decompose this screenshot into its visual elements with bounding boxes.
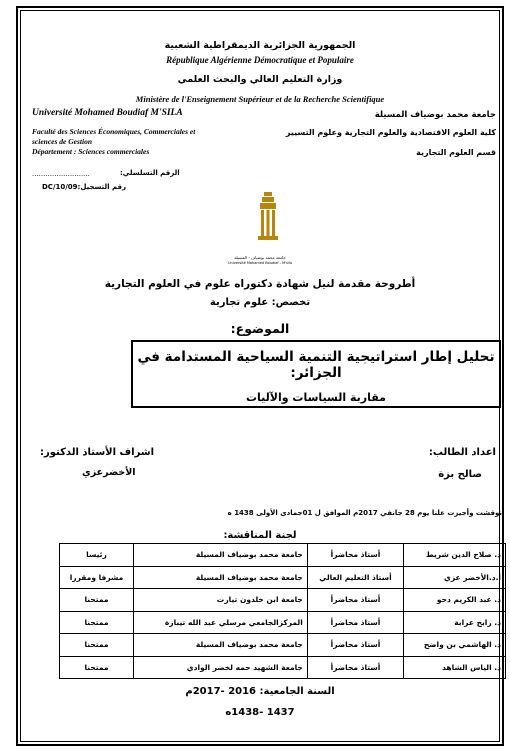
jury-rank: أستاذ التعليم العالي (307, 566, 403, 589)
jury-name: د. رابح عرابة (404, 611, 506, 634)
serial-dots: .......................... (32, 170, 90, 178)
jury-rank: أستاذ محاضرأ (307, 544, 403, 567)
table-row (60, 589, 506, 612)
table-row (60, 566, 506, 589)
academic-year-gregorian: السنة الجامعية: 2016 -2017م (185, 686, 335, 697)
republic-ar: الجمهورية الجزائرية الديمقراطية الشعبية (164, 40, 356, 51)
faculty-fr-line1: Faculté des Sciences Économiques, Commerciales et (32, 127, 196, 136)
subject-label: الموضوع: (230, 321, 290, 336)
jury-institution: جامعة ابن خلدون تيارت (134, 589, 308, 612)
jury-institution: المركزالجامعي مرسلي عبد الله تيبازة (134, 611, 308, 634)
jury-role: ممتحنا (60, 589, 134, 612)
jury-institution: جامعة محمد بوضياف المسيلة (134, 634, 308, 657)
logo-caption-ar: جامعة محمد بوضياف - المسيلة (234, 255, 286, 260)
jury-role: مشرفا ومقررا (60, 566, 134, 589)
jury-name: د. عبد الكريم دحو (404, 589, 506, 612)
jury-institution: جامعة محمد بوضياف المسيلة (134, 544, 308, 567)
thesis-title-box (131, 340, 501, 408)
thesis-title: تحليل إطار استراتيجية التنمية السياحية المستدامة في الجزائر: (137, 349, 495, 381)
table-row (60, 656, 506, 679)
jury-name: أ.د.الأخضر عزي (404, 566, 506, 589)
registration-number: رقم التسجيل:DC/10/09 (42, 183, 127, 191)
department-ar: قسم العلوم التجارية (416, 148, 496, 157)
jury-role: رئيسا (60, 544, 134, 567)
table-row (60, 544, 506, 567)
jury-role: ممتحنا (60, 656, 134, 679)
ministry-ar: وزارة التعليم العالي والبحث العلمي (177, 74, 343, 85)
ministry-fr: Ministère de l'Enseignement Supérieur et de la Recherche Scientifique (135, 94, 385, 104)
supervisor-name: الأخضرعزي (82, 467, 136, 478)
thesis-subtitle: مقاربة السياسات والآليات (246, 391, 386, 404)
university-tower-logo-icon (250, 190, 286, 254)
department-fr: Département : Sciences commerciales (32, 147, 150, 156)
logo-caption-fr: Université Mohamed Boudiaf - M'sila (228, 261, 292, 265)
university-ar: جامعة محمد بوضياف المسيلة (374, 110, 496, 120)
defense-note: نوقشت وأجيزت علنا يوم 28 جانفي 2017م الموافق ل 01جمادى الأولى 1438 ه (227, 509, 502, 517)
jury-role: ممتحنا (60, 634, 134, 657)
faculty-ar: كلية العلوم الاقتصادية والعلوم التجارية وعلوم التسيير (285, 128, 496, 137)
jury-role: ممتحنا (60, 611, 134, 634)
jury-title: لجنة المناقشة: (223, 530, 297, 541)
student-name: صالح بزة (438, 469, 482, 480)
jury-rank: أستاذ محاضرأ (307, 656, 403, 679)
jury-name: د. صلاح الدين شريط (404, 544, 506, 567)
jury-name: د. الهاشمي بن واضح (404, 634, 506, 657)
jury-institution: جامعة محمد بوضياف المسيلة (134, 566, 308, 589)
table-row (60, 611, 506, 634)
table-row (60, 634, 506, 657)
faculty-fr-line2: sciences de Gestion (32, 137, 92, 146)
serial-label: الرقم التسلسلي: (120, 169, 180, 177)
thesis-specialty: تخصص: علوم تجارية (209, 297, 311, 308)
academic-year-hijri: 1437 -1438ه (225, 707, 295, 718)
student-label: اعداد الطالب: (428, 447, 496, 458)
jury-table (59, 543, 506, 679)
jury-name: د. الياس الشاهد (404, 656, 506, 679)
supervisor-label: اشراف الأستاذ الدكتور: (40, 447, 155, 458)
jury-institution: جامعة الشهيد حمه لخضر الوادي (134, 656, 308, 679)
republic-fr: République Algérienne Démocratique et Populaire (166, 55, 354, 65)
jury-rank: أستاذ محاضرأ (307, 589, 403, 612)
jury-rank: أستاذ محاضرأ (307, 611, 403, 634)
thesis-intro: أطروحة مقدمة لنيل شهادة دكتوراه علوم في العلوم التجارية (104, 278, 416, 290)
jury-rank: أستاذ محاضرأ (307, 634, 403, 657)
university-fr: Université Mohamed Boudiaf M'SILA (32, 108, 183, 118)
